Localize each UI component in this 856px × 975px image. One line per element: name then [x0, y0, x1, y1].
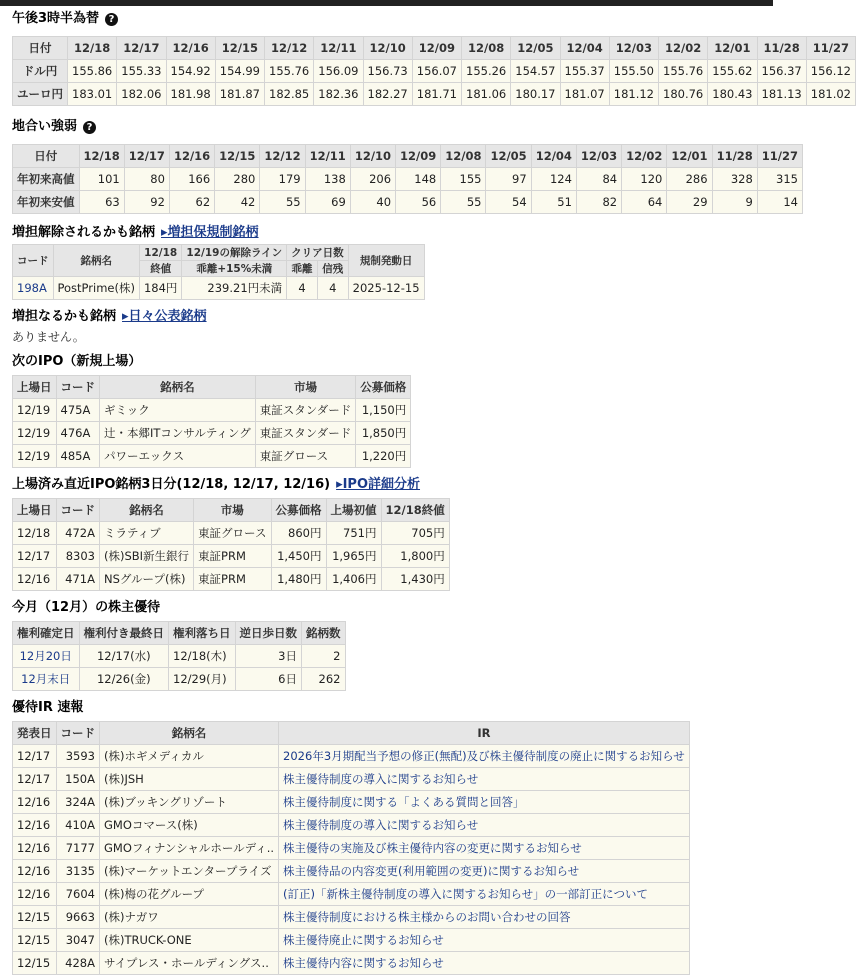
value-cell: 124 — [531, 168, 576, 191]
market: 東証PRM — [194, 545, 271, 568]
row-label: 年初来安値 — [13, 191, 80, 214]
stock-name: ギミック — [100, 399, 256, 422]
row-label: ユーロ円 — [13, 83, 68, 106]
yutai-month-table — [12, 621, 346, 691]
date-col: 12/03 — [576, 145, 621, 168]
record-date[interactable]: 12月20日 — [13, 645, 80, 668]
value-cell: 55 — [260, 191, 305, 214]
fx-row — [13, 83, 856, 106]
value-cell: 156.09 — [314, 60, 363, 83]
ir-link[interactable]: 株主優待制度の導入に関するお知らせ — [279, 768, 690, 791]
yutai-month-title: 今月（12月）の株主優待 — [12, 600, 161, 615]
stock-code: 476A — [56, 422, 100, 445]
value-cell: 154.92 — [166, 60, 215, 83]
stock-name: サイプレス・ホールディングス.. — [100, 952, 279, 975]
value-cell: 166 — [169, 168, 214, 191]
first-price: 1,965円 — [326, 545, 381, 568]
value-cell: 179 — [260, 168, 305, 191]
table-row[interactable] — [13, 883, 690, 906]
stock-name: (株)ナガワ — [100, 906, 279, 929]
ir-link[interactable]: 株主優待廃止に関するお知らせ — [279, 929, 690, 952]
table-row[interactable] — [13, 522, 450, 545]
column-header: 権利付き最終日 — [79, 622, 169, 645]
help-icon[interactable]: ? — [105, 13, 118, 26]
value-cell: 51 — [531, 191, 576, 214]
ir-link[interactable]: 株主優待制度に関する「よくある質問と回答」 — [279, 791, 690, 814]
col-clear-kairi: 乖離 — [287, 261, 318, 277]
date-col: 12/17 — [124, 145, 169, 168]
stock-name: (株)SBI新生銀行 — [100, 545, 194, 568]
listing-date: 12/17 — [13, 545, 57, 568]
stock-code: 471A — [56, 568, 100, 591]
date-col: 12/12 — [265, 37, 314, 60]
date-col: 12/01 — [708, 37, 757, 60]
value-cell: 97 — [486, 168, 531, 191]
stock-code: 7177 — [56, 837, 100, 860]
value-cell: 182.85 — [265, 83, 314, 106]
ir-link[interactable]: 株主優待の実施及び株主優待内容の変更に関するお知らせ — [279, 837, 690, 860]
stock-name: GMOフィナンシャルホールディ.. — [100, 837, 279, 860]
date-header: 日付 — [13, 145, 80, 168]
header-row — [13, 376, 411, 399]
header-row — [13, 37, 856, 60]
value-cell: 101 — [79, 168, 124, 191]
stock-name: パワーエックス — [100, 445, 256, 468]
header-row — [13, 145, 803, 168]
value-cell: 181.13 — [757, 83, 806, 106]
value-cell: 182.27 — [363, 83, 412, 106]
date-col: 11/27 — [806, 37, 855, 60]
offer-price: 1,450円 — [271, 545, 326, 568]
yutai-ir-table — [12, 721, 690, 975]
margin-release-link[interactable]: ▸増担保規制銘柄 — [161, 225, 259, 240]
stock-name: 辻・本郷ITコンサルティング — [100, 422, 256, 445]
fx-section-title: 午後3時半為替 ? — [12, 10, 762, 28]
reverse-days: 3日 — [235, 645, 302, 668]
stock-code: 3593 — [56, 745, 100, 768]
value-cell: 180.76 — [659, 83, 708, 106]
date-col: 12/15 — [215, 37, 264, 60]
value-cell: 181.98 — [166, 83, 215, 106]
value-cell: 156.73 — [363, 60, 412, 83]
value-cell: 286 — [667, 168, 712, 191]
daily-list-link[interactable]: ▸日々公表銘柄 — [122, 309, 207, 324]
ipo-next-table — [12, 375, 411, 468]
listing-date: 12/19 — [13, 445, 57, 468]
ex-rights-date: 12/29(月) — [169, 668, 236, 691]
table-row[interactable] — [13, 860, 690, 883]
date-col: 11/28 — [757, 37, 806, 60]
column-header: 銘柄数 — [302, 622, 346, 645]
date-col: 12/17 — [117, 37, 166, 60]
stock-code[interactable]: 198A — [13, 277, 54, 300]
last-trading-date: 12/26(金) — [79, 668, 169, 691]
table-row[interactable] — [13, 645, 346, 668]
fx-table — [12, 36, 856, 106]
offer-price: 1,480円 — [271, 568, 326, 591]
row-label: 年初来高値 — [13, 168, 80, 191]
col-line-bottom: 乖離+15%未満 — [182, 261, 287, 277]
stock-name: ミラティブ — [100, 522, 194, 545]
date-col: 12/09 — [412, 37, 461, 60]
column-header: 銘柄名 — [100, 722, 279, 745]
column-header: 銘柄名 — [100, 499, 194, 522]
value-cell: 181.07 — [560, 83, 609, 106]
value-cell: 181.12 — [609, 83, 658, 106]
last-trading-date: 12/17(水) — [79, 645, 169, 668]
first-price: 1,406円 — [326, 568, 381, 591]
table-row[interactable] — [13, 745, 690, 768]
col-name: 銘柄名 — [53, 245, 139, 277]
margin-release-title: 増担解除されるかも銘柄 ▸増担保規制銘柄 — [12, 225, 259, 240]
listing-date: 12/18 — [13, 522, 57, 545]
value-cell: 155.37 — [560, 60, 609, 83]
date-col: 12/08 — [462, 37, 511, 60]
value-cell: 156.07 — [412, 60, 461, 83]
table-row[interactable] — [13, 906, 690, 929]
kairi-days: 4 — [287, 277, 318, 300]
announce-date: 12/16 — [13, 791, 57, 814]
ir-link[interactable]: (訂正)「新株主優待制度の導入に関するお知らせ」の一部訂正について — [279, 883, 690, 906]
table-row[interactable] — [13, 814, 690, 837]
value-cell: 62 — [169, 191, 214, 214]
column-header: 12/18終値 — [381, 499, 449, 522]
empty-message: ありません。 — [12, 330, 85, 344]
value-cell: 92 — [124, 191, 169, 214]
column-header: 市場 — [255, 376, 356, 399]
date-header: 日付 — [13, 37, 68, 60]
date-col: 12/18 — [68, 37, 117, 60]
column-header: 公募価格 — [271, 499, 326, 522]
column-header: コード — [56, 376, 100, 399]
value-cell: 64 — [622, 191, 667, 214]
table-row[interactable] — [13, 668, 346, 691]
stock-name: GMOコマース(株) — [100, 814, 279, 837]
first-price: 751円 — [326, 522, 381, 545]
date-col: 12/11 — [305, 145, 350, 168]
stock-code: 7604 — [56, 883, 100, 906]
col-close-top: 12/18 — [139, 245, 181, 261]
ipo-recent-title: 上場済み直近IPO銘柄3日分(12/18, 12/17, 12/16) ▸IPO詳細分析 — [12, 477, 421, 492]
column-header: 逆日歩日数 — [235, 622, 302, 645]
reverse-days: 6日 — [235, 668, 302, 691]
column-header: コード — [56, 722, 100, 745]
market: 東証スタンダード — [255, 422, 356, 445]
table-row[interactable] — [13, 445, 411, 468]
table-row[interactable] — [13, 768, 690, 791]
listing-date: 12/19 — [13, 399, 57, 422]
stock-name: (株)JSH — [100, 768, 279, 791]
announce-date: 12/16 — [13, 860, 57, 883]
close-price: 184円 — [139, 277, 181, 300]
ir-link[interactable]: 株主優待制度における株主様からのお問い合わせの回答 — [279, 906, 690, 929]
announce-date: 12/17 — [13, 745, 57, 768]
col-start: 規制発動日 — [348, 245, 424, 277]
shin-days: 4 — [317, 277, 348, 300]
stock-code: 3135 — [56, 860, 100, 883]
column-header: 上場日 — [13, 499, 57, 522]
ipo-next-title: 次のIPO（新規上場） — [12, 354, 142, 369]
top-bar — [0, 0, 773, 6]
value-cell: 82 — [576, 191, 621, 214]
market: 東証グロース — [255, 445, 356, 468]
value-cell: 183.01 — [68, 83, 117, 106]
value-cell: 155 — [441, 168, 486, 191]
column-header: 市場 — [194, 499, 271, 522]
announce-date: 12/17 — [13, 768, 57, 791]
value-cell: 54 — [486, 191, 531, 214]
value-cell: 180.17 — [511, 83, 560, 106]
value-cell: 156.37 — [757, 60, 806, 83]
value-cell: 280 — [215, 168, 260, 191]
close-price: 705円 — [381, 522, 449, 545]
date-col: 12/09 — [396, 145, 441, 168]
table-row[interactable] — [13, 277, 425, 300]
yutai-ir-title: 優待IR 速報 — [12, 700, 84, 715]
announce-date: 12/16 — [13, 883, 57, 906]
date-col: 12/05 — [486, 145, 531, 168]
value-cell: 181.71 — [412, 83, 461, 106]
value-cell: 148 — [396, 168, 441, 191]
main-content — [12, 10, 851, 975]
help-icon[interactable]: ? — [83, 121, 96, 134]
stock-code: 485A — [56, 445, 100, 468]
stock-code: 472A — [56, 522, 100, 545]
value-cell: 155.76 — [659, 60, 708, 83]
release-line: 239.21円未満 — [182, 277, 287, 300]
value-cell: 156.12 — [806, 60, 855, 83]
date-col: 11/27 — [757, 145, 802, 168]
stock-code: 9663 — [56, 906, 100, 929]
announce-date: 12/15 — [13, 952, 57, 975]
stock-name: PostPrime(株) — [53, 277, 139, 300]
date-col: 12/08 — [441, 145, 486, 168]
date-col: 12/16 — [166, 37, 215, 60]
ipo-analysis-link[interactable]: ▸IPO詳細分析 — [336, 477, 421, 492]
value-cell: 155.26 — [462, 60, 511, 83]
announce-date: 12/15 — [13, 929, 57, 952]
ir-link[interactable]: 2026年3月期配当予想の修正(無配)及び株主優待制度の廃止に関するお知らせ — [279, 745, 690, 768]
date-col: 12/15 — [215, 145, 260, 168]
date-col: 12/11 — [314, 37, 363, 60]
offer-price: 860円 — [271, 522, 326, 545]
column-header: IR — [279, 722, 690, 745]
value-cell: 80 — [124, 168, 169, 191]
ir-link[interactable]: 株主優待内容に関するお知らせ — [279, 952, 690, 975]
stock-code: 410A — [56, 814, 100, 837]
value-cell: 56 — [396, 191, 441, 214]
date-col: 12/05 — [511, 37, 560, 60]
col-clear-top: クリア日数 — [287, 245, 349, 261]
stock-name: (株)TRUCK-ONE — [100, 929, 279, 952]
table-row[interactable] — [13, 791, 690, 814]
stock-code: 475A — [56, 399, 100, 422]
value-cell: 9 — [712, 191, 757, 214]
margin-release-table — [12, 244, 425, 300]
listing-date: 12/19 — [13, 422, 57, 445]
header-row — [13, 622, 346, 645]
value-cell: 181.02 — [806, 83, 855, 106]
start-date: 2025-12-15 — [348, 277, 424, 300]
col-close-bottom: 終値 — [139, 261, 181, 277]
strength-table — [12, 144, 803, 214]
value-cell: 155.50 — [609, 60, 658, 83]
value-cell: 84 — [576, 168, 621, 191]
value-cell: 154.57 — [511, 60, 560, 83]
column-header: 発表日 — [13, 722, 57, 745]
column-header: 銘柄名 — [100, 376, 256, 399]
ipo-recent-table — [12, 498, 450, 591]
stock-name: (株)マーケットエンタープライズ — [100, 860, 279, 883]
close-price: 1,430円 — [381, 568, 449, 591]
date-col: 12/10 — [350, 145, 395, 168]
column-header: 上場日 — [13, 376, 57, 399]
value-cell: 120 — [622, 168, 667, 191]
value-cell: 55 — [441, 191, 486, 214]
value-cell: 315 — [757, 168, 802, 191]
date-col: 12/04 — [531, 145, 576, 168]
col-clear-shin: 信残 — [317, 261, 348, 277]
value-cell: 181.87 — [215, 83, 264, 106]
table-row[interactable] — [13, 929, 690, 952]
column-header: 上場初値 — [326, 499, 381, 522]
announce-date: 12/15 — [13, 906, 57, 929]
value-cell: 155.33 — [117, 60, 166, 83]
offer-price: 1,850円 — [356, 422, 411, 445]
table-row[interactable] — [13, 837, 690, 860]
column-header: 権利落ち日 — [169, 622, 236, 645]
value-cell: 181.06 — [462, 83, 511, 106]
stock-name: (株)ホギメディカル — [100, 745, 279, 768]
fx-row — [13, 60, 856, 83]
value-cell: 40 — [350, 191, 395, 214]
market: 東証スタンダード — [255, 399, 356, 422]
date-col: 12/01 — [667, 145, 712, 168]
date-col: 12/04 — [560, 37, 609, 60]
value-cell: 29 — [667, 191, 712, 214]
value-cell: 328 — [712, 168, 757, 191]
ir-link[interactable]: 株主優待制度の導入に関するお知らせ — [279, 814, 690, 837]
stock-code: 428A — [56, 952, 100, 975]
value-cell: 138 — [305, 168, 350, 191]
col-code: コード — [13, 245, 54, 277]
value-cell: 155.86 — [68, 60, 117, 83]
value-cell: 155.62 — [708, 60, 757, 83]
strength-section-title: 地合い強弱 ? — [12, 118, 762, 136]
record-date[interactable]: 12月末日 — [13, 668, 80, 691]
date-col: 12/10 — [363, 37, 412, 60]
col-line-top: 12/19の解除ライン — [182, 245, 287, 261]
stock-code: 324A — [56, 791, 100, 814]
date-col: 12/16 — [169, 145, 214, 168]
table-row[interactable] — [13, 952, 690, 975]
announce-date: 12/16 — [13, 814, 57, 837]
strength-row — [13, 168, 803, 191]
column-header: 公募価格 — [356, 376, 411, 399]
header-row — [13, 722, 690, 745]
value-cell: 182.36 — [314, 83, 363, 106]
table-row[interactable] — [13, 568, 450, 591]
value-cell: 63 — [79, 191, 124, 214]
stock-name: (株)梅の花グループ — [100, 883, 279, 906]
table-row[interactable] — [13, 545, 450, 568]
stock-count: 2 — [302, 645, 346, 668]
market: 東証PRM — [194, 568, 271, 591]
row-label: ドル円 — [13, 60, 68, 83]
announce-date: 12/16 — [13, 837, 57, 860]
close-price: 1,800円 — [381, 545, 449, 568]
strength-row — [13, 191, 803, 214]
value-cell: 182.06 — [117, 83, 166, 106]
listing-date: 12/16 — [13, 568, 57, 591]
value-cell: 42 — [215, 191, 260, 214]
ir-link[interactable]: 株主優待品の内容変更(利用範囲の変更)に関するお知らせ — [279, 860, 690, 883]
column-header: コード — [56, 499, 100, 522]
market: 東証グロース — [194, 522, 271, 545]
offer-price: 1,220円 — [356, 445, 411, 468]
stock-code: 8303 — [56, 545, 100, 568]
value-cell: 206 — [350, 168, 395, 191]
stock-name: (株)ブッキングリゾート — [100, 791, 279, 814]
ex-rights-date: 12/18(木) — [169, 645, 236, 668]
stock-name: NSグループ(株) — [100, 568, 194, 591]
value-cell: 155.76 — [265, 60, 314, 83]
date-col: 12/03 — [609, 37, 658, 60]
stock-code: 3047 — [56, 929, 100, 952]
table-row[interactable] — [13, 399, 411, 422]
value-cell: 154.99 — [215, 60, 264, 83]
offer-price: 1,150円 — [356, 399, 411, 422]
date-col: 12/18 — [79, 145, 124, 168]
value-cell: 14 — [757, 191, 802, 214]
value-cell: 180.43 — [708, 83, 757, 106]
margin-new-title: 増担なるかも銘柄 ▸日々公表銘柄 — [12, 309, 207, 324]
table-row[interactable] — [13, 422, 411, 445]
column-header: 権利確定日 — [13, 622, 80, 645]
date-col: 12/12 — [260, 145, 305, 168]
date-col: 12/02 — [659, 37, 708, 60]
date-col: 12/02 — [622, 145, 667, 168]
value-cell: 69 — [305, 191, 350, 214]
stock-code: 150A — [56, 768, 100, 791]
stock-count: 262 — [302, 668, 346, 691]
date-col: 11/28 — [712, 145, 757, 168]
header-row — [13, 499, 450, 522]
